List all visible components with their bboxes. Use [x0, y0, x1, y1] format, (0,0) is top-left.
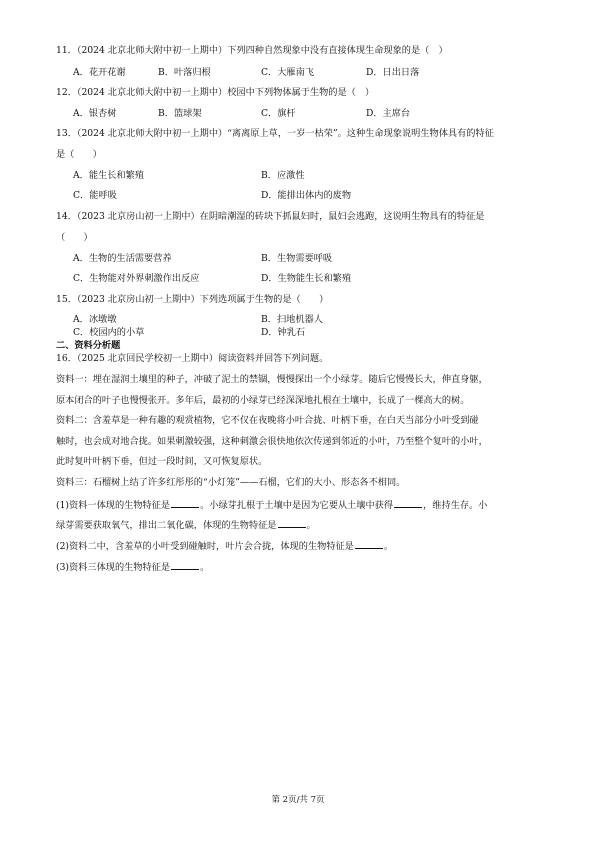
q13-option-d: D．能排出体内的废物	[261, 190, 352, 201]
page-number: 第 2页/共 7页	[271, 795, 325, 805]
q11-option-c: C．大雁南飞	[261, 67, 314, 78]
q14-option-c: C．生物能对外界刺激作出反应	[73, 273, 200, 284]
answer-blank[interactable]	[278, 518, 306, 528]
q16-material1-line1: 资料一：埋在湿润土壤里的种子，冲破了泥土的禁锢，慢慢探出一个小绿芽。随后它慢慢长大，伸直身躯，	[56, 374, 488, 385]
q16-sub3-text-a: (3)资料三体现的生物特征是	[56, 562, 171, 573]
q15-option-c: C．校园内的小草	[73, 327, 145, 338]
answer-blank[interactable]	[171, 498, 199, 508]
q12-stem: 12．（2024 北京北师大附中初一上期中）校园中下列物体属于生物的是（ ）	[56, 87, 375, 98]
q14-option-d: D．生物能生长和繁殖	[261, 273, 352, 284]
q16-material2-line2: 触时，也会成对地合拢。如果刺激较强，这种刺激会很快地依次传递到邻近的小叶，乃至整个复叶的小叶，	[56, 436, 488, 447]
q13-option-a: A．能生长和繁殖	[73, 170, 144, 181]
q14-stem-line1: 14．（2023 北京房山初一上期中）在阴暗潮湿的砖块下抓鼠妇时，鼠妇会逃跑，这说明生物具有的特征是	[56, 211, 485, 222]
q11-stem: 11．（2024 北京北师大附中初一上期中）下列四种自然现象中没有直接体现生命现象的是（ ）	[56, 45, 448, 56]
q16-sub1-line1	[56, 498, 487, 512]
q13-stem-line1: 13．（2024 北京北师大附中初一上期中）“离离原上草，一岁一枯荣”。这种生命现象说明生物体具有的特征	[56, 128, 494, 139]
q16-sub1-text-c: ，维持生存。小	[423, 500, 488, 511]
q16-sub1-line2	[56, 518, 316, 532]
q13-option-b: B．应激性	[261, 170, 305, 181]
q14-option-a: A．生物的生活需要营养	[73, 253, 172, 264]
q16-material2-line3: 此时复叶叶柄下垂，但过一段时间，又可恢复原状。	[56, 456, 268, 467]
q16-sub2-text-b: 。	[383, 541, 394, 552]
q16-sub3-text-b: 。	[200, 562, 210, 573]
q16-sub2-text-a: (2)资料二中，含羞草的小叶受到碰触时，叶片会合拢，体现的生物特征是	[56, 541, 354, 552]
q11-option-b: B．叶落归根	[158, 67, 211, 78]
q12-option-c: C．旗杆	[261, 108, 296, 119]
answer-blank[interactable]	[171, 560, 199, 570]
q16-sub1-text-a: (1)资料一体现的生物特征是	[56, 500, 171, 511]
q12-option-d: D．主席台	[366, 108, 411, 119]
q16-sub3	[56, 560, 209, 574]
q16-material2-line1: 资料二：含羞草是一种有趣的观赏植物，它不仅在夜晚将小叶合拢、叶柄下垂，在白天当部分小叶受到碰	[56, 415, 479, 426]
q13-option-c: C．能呼吸	[73, 190, 117, 201]
q15-option-a: A．冰墩墩	[73, 314, 117, 325]
q16-material1-line2: 原本闭合的叶子也慢慢张开。多年后，最初的小绿芽已经深深地扎根在土壤中，长成了一棵高大的树。	[56, 395, 470, 406]
q12-option-b: B．篮球架	[158, 108, 202, 119]
answer-blank[interactable]	[394, 498, 422, 508]
q16-sub1-text-d: 绿芽需要获取氧气，排出二氧化碳，体现的生物特征是	[56, 520, 277, 531]
q15-option-b: B．扫地机器人	[261, 314, 323, 325]
q16-sub1-text-e: 。	[306, 520, 316, 531]
q11-option-d: D．日出日落	[366, 67, 420, 78]
q14-option-b: B．生物需要呼吸	[261, 253, 333, 264]
q16-sub2	[56, 539, 393, 553]
answer-blank[interactable]	[355, 539, 383, 549]
q15-stem: 15．（2023 北京房山初一上期中）下列选项属于生物的是（ ）	[56, 294, 329, 305]
q13-stem-line2: 是（ ）	[56, 149, 102, 160]
q12-option-a: A．银杏树	[73, 108, 117, 119]
section-title: 二、资料分析题	[56, 340, 121, 351]
q15-option-d: D．钟乳石	[261, 327, 306, 338]
q16-stem: 16．（2025 北京回民学校初一上期中）阅读资料并回答下列问题。	[56, 353, 329, 364]
q16-sub1-text-b: 。小绿芽扎根于土壤中是因为它要从土壤中获得	[200, 500, 394, 511]
q11-option-a: A．花开花谢	[73, 67, 126, 78]
q16-material3: 资料三：石榴树上结了许多红彤彤的“小灯笼”——石榴，它们的大小、形态各不相同。	[56, 477, 406, 488]
q14-stem-line2: （ ）	[56, 232, 93, 243]
